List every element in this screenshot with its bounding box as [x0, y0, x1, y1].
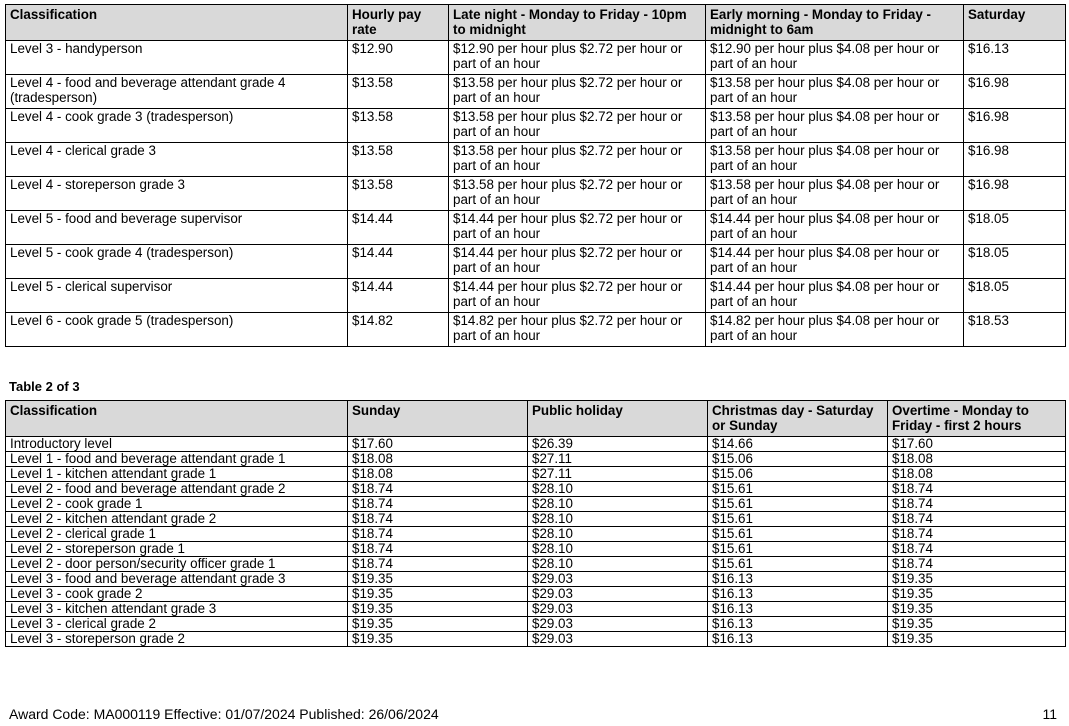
table-cell: $13.58 [348, 109, 449, 143]
table-row [6, 437, 1066, 452]
table-cell: $18.05 [964, 211, 1066, 245]
table-cell: $14.44 per hour plus $4.08 per hour or part of an hour [706, 211, 964, 245]
column-header: Overtime - Monday to Friday - first 2 hours [888, 401, 1066, 437]
table-cell: $29.03 [528, 632, 708, 647]
column-header: Early morning - Monday to Friday - midnight to 6am [706, 5, 964, 41]
table-cell: $29.03 [528, 617, 708, 632]
table-cell: $14.44 per hour plus $2.72 per hour or part of an hour [449, 279, 706, 313]
table-cell: $18.74 [348, 497, 528, 512]
table-cell: $18.74 [888, 557, 1066, 572]
table-cell: $15.61 [708, 557, 888, 572]
table-cell: $16.13 [708, 632, 888, 647]
column-header: Public holiday [528, 401, 708, 437]
table-cell: $13.58 per hour plus $4.08 per hour or part of an hour [706, 177, 964, 211]
table-cell: $14.82 per hour plus $4.08 per hour or part of an hour [706, 313, 964, 347]
table-cell: Level 4 - clerical grade 3 [6, 143, 348, 177]
table-row [6, 452, 1066, 467]
table-cell: $13.58 per hour plus $4.08 per hour or part of an hour [706, 75, 964, 109]
table-cell: $18.74 [888, 542, 1066, 557]
table-cell: $15.61 [708, 542, 888, 557]
table-cell: Level 4 - cook grade 3 (tradesperson) [6, 109, 348, 143]
table-cell: $29.03 [528, 587, 708, 602]
table-cell: $18.05 [964, 279, 1066, 313]
table-cell: $18.74 [888, 527, 1066, 542]
table-cell: $14.44 per hour plus $2.72 per hour or part of an hour [449, 245, 706, 279]
table-cell: $28.10 [528, 497, 708, 512]
table-row [6, 572, 1066, 587]
table-cell: $14.66 [708, 437, 888, 452]
table-cell: $17.60 [888, 437, 1066, 452]
pay-rates-table-1 [5, 4, 1066, 347]
table-cell: $19.35 [348, 602, 528, 617]
table-row [6, 245, 1066, 279]
table-cell: $14.82 [348, 313, 449, 347]
table-cell: $18.74 [348, 557, 528, 572]
table-cell: $19.35 [348, 572, 528, 587]
table-cell: Level 2 - clerical grade 1 [6, 527, 348, 542]
table-row [6, 557, 1066, 572]
table-cell: $18.08 [348, 452, 528, 467]
table-row [6, 109, 1066, 143]
table-header-row [6, 401, 1066, 437]
table-row [6, 617, 1066, 632]
table-cell: Level 2 - storeperson grade 1 [6, 542, 348, 557]
column-header: Hourly pay rate [348, 5, 449, 41]
table-header-row [6, 5, 1066, 41]
column-header: Late night - Monday to Friday - 10pm to midnight [449, 5, 706, 41]
table-cell: $18.53 [964, 313, 1066, 347]
table-row [6, 467, 1066, 482]
table-cell: $19.35 [888, 632, 1066, 647]
table-cell: Level 3 - storeperson grade 2 [6, 632, 348, 647]
table-cell: $19.35 [888, 572, 1066, 587]
table-row [6, 587, 1066, 602]
table-cell: Level 3 - handyperson [6, 41, 348, 75]
table-cell: $16.13 [708, 602, 888, 617]
table-cell: $16.13 [708, 617, 888, 632]
table-cell: $18.08 [888, 452, 1066, 467]
table-cell: $14.44 per hour plus $4.08 per hour or part of an hour [706, 279, 964, 313]
table-cell: $18.08 [348, 467, 528, 482]
table-cell: $28.10 [528, 512, 708, 527]
award-footer: Award Code: MA000119 Effective: 01/07/2024 Published: 26/06/2024 [9, 706, 439, 722]
table-cell: Level 5 - clerical supervisor [6, 279, 348, 313]
table-cell: $13.58 per hour plus $2.72 per hour or part of an hour [449, 143, 706, 177]
table-cell: $26.39 [528, 437, 708, 452]
table-cell: Level 6 - cook grade 5 (tradesperson) [6, 313, 348, 347]
table-cell: $15.61 [708, 497, 888, 512]
table-cell: $15.61 [708, 527, 888, 542]
table-cell: $28.10 [528, 527, 708, 542]
table-cell: $12.90 per hour plus $2.72 per hour or part of an hour [449, 41, 706, 75]
table-cell: $19.35 [348, 617, 528, 632]
column-header: Christmas day - Saturday or Sunday [708, 401, 888, 437]
table-cell: $16.13 [708, 587, 888, 602]
table-cell: $13.58 per hour plus $2.72 per hour or part of an hour [449, 75, 706, 109]
table-cell: Level 3 - cook grade 2 [6, 587, 348, 602]
column-header: Saturday [964, 5, 1066, 41]
table-cell: $18.74 [348, 527, 528, 542]
table-row [6, 497, 1066, 512]
table-cell: $27.11 [528, 452, 708, 467]
table-cell: $15.61 [708, 482, 888, 497]
table-cell: $14.82 per hour plus $2.72 per hour or part of an hour [449, 313, 706, 347]
table-cell: $16.13 [964, 41, 1066, 75]
table-row [6, 512, 1066, 527]
table-cell: $29.03 [528, 602, 708, 617]
table-cell: $14.44 [348, 279, 449, 313]
table-row [6, 602, 1066, 617]
table-cell: $19.35 [888, 602, 1066, 617]
table-cell: $13.58 [348, 75, 449, 109]
table-row [6, 143, 1066, 177]
table-row [6, 542, 1066, 557]
table-cell: $16.13 [708, 572, 888, 587]
column-header: Sunday [348, 401, 528, 437]
table-row [6, 177, 1066, 211]
table-cell: $15.06 [708, 452, 888, 467]
table-caption: Table 2 of 3 [9, 379, 80, 394]
table-row [6, 75, 1066, 109]
table-row [6, 279, 1066, 313]
table-cell: $18.74 [888, 497, 1066, 512]
table-row [6, 482, 1066, 497]
table-cell: $28.10 [528, 482, 708, 497]
table-row [6, 527, 1066, 542]
table-cell: $16.98 [964, 177, 1066, 211]
table-cell: $12.90 per hour plus $4.08 per hour or part of an hour [706, 41, 964, 75]
table-cell: $19.35 [348, 632, 528, 647]
pay-rates-table-2 [5, 400, 1066, 647]
table-cell: $27.11 [528, 467, 708, 482]
table-cell: $13.58 per hour plus $2.72 per hour or part of an hour [449, 177, 706, 211]
table-cell: $15.06 [708, 467, 888, 482]
table-cell: $18.74 [888, 512, 1066, 527]
table-cell: $16.98 [964, 109, 1066, 143]
table-cell: Level 3 - clerical grade 2 [6, 617, 348, 632]
table-cell: $18.74 [348, 542, 528, 557]
table-cell: $17.60 [348, 437, 528, 452]
table-cell: Level 2 - cook grade 1 [6, 497, 348, 512]
table-cell: $12.90 [348, 41, 449, 75]
table-cell: $18.74 [348, 512, 528, 527]
table-cell: $16.98 [964, 75, 1066, 109]
table-cell: Level 5 - food and beverage supervisor [6, 211, 348, 245]
column-header: Classification [6, 401, 348, 437]
table-cell: Introductory level [6, 437, 348, 452]
table-cell: $19.35 [888, 617, 1066, 632]
table-cell: $18.08 [888, 467, 1066, 482]
table-cell: $18.05 [964, 245, 1066, 279]
table-cell: Level 2 - food and beverage attendant grade 2 [6, 482, 348, 497]
table-cell: Level 3 - kitchen attendant grade 3 [6, 602, 348, 617]
table-cell: $14.44 [348, 245, 449, 279]
table-cell: $13.58 [348, 143, 449, 177]
table-cell: Level 3 - food and beverage attendant grade 3 [6, 572, 348, 587]
table-cell: $14.44 [348, 211, 449, 245]
table-cell: $15.61 [708, 512, 888, 527]
table-row [6, 313, 1066, 347]
table-cell: Level 4 - storeperson grade 3 [6, 177, 348, 211]
table-cell: Level 1 - food and beverage attendant grade 1 [6, 452, 348, 467]
table-cell: $14.44 per hour plus $4.08 per hour or part of an hour [706, 245, 964, 279]
table-cell: Level 2 - door person/security officer grade 1 [6, 557, 348, 572]
table-cell: $28.10 [528, 557, 708, 572]
page-number: 11 [1042, 706, 1057, 722]
table-cell: $13.58 per hour plus $4.08 per hour or part of an hour [706, 109, 964, 143]
table-cell: $13.58 per hour plus $4.08 per hour or part of an hour [706, 143, 964, 177]
table-row [6, 41, 1066, 75]
table-cell: $18.74 [888, 482, 1066, 497]
table-cell: $19.35 [888, 587, 1066, 602]
table-row [6, 632, 1066, 647]
table-cell: $13.58 per hour plus $2.72 per hour or part of an hour [449, 109, 706, 143]
table-cell: $13.58 [348, 177, 449, 211]
table-cell: $19.35 [348, 587, 528, 602]
table-cell: Level 1 - kitchen attendant grade 1 [6, 467, 348, 482]
table-cell: $14.44 per hour plus $2.72 per hour or part of an hour [449, 211, 706, 245]
table-cell: $29.03 [528, 572, 708, 587]
table-row [6, 211, 1066, 245]
table-cell: Level 5 - cook grade 4 (tradesperson) [6, 245, 348, 279]
table-cell: $18.74 [348, 482, 528, 497]
table-cell: $16.98 [964, 143, 1066, 177]
table-cell: Level 2 - kitchen attendant grade 2 [6, 512, 348, 527]
table-cell: Level 4 - food and beverage attendant grade 4 (tradesperson) [6, 75, 348, 109]
table-cell: $28.10 [528, 542, 708, 557]
column-header: Classification [6, 5, 348, 41]
